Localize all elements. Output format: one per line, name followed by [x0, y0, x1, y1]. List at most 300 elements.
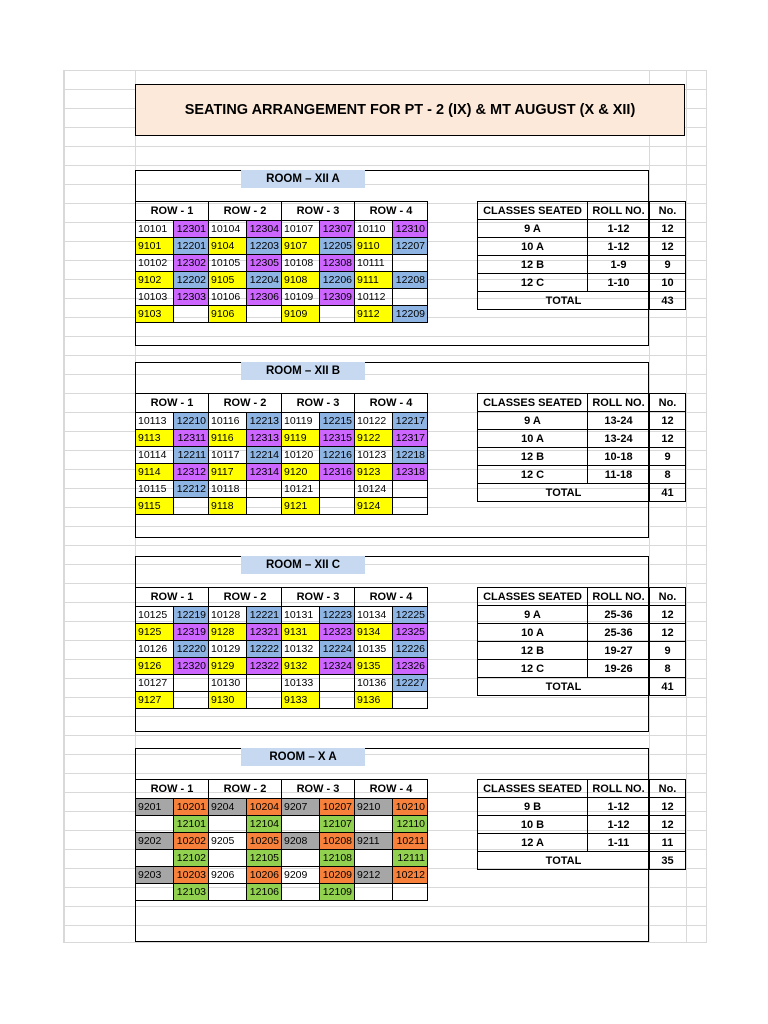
classes-header: No. — [650, 202, 686, 220]
class-cell[interactable]: 10 A — [478, 430, 588, 448]
seat-cell[interactable]: 10209 — [320, 867, 355, 884]
seat-cell[interactable] — [320, 481, 355, 498]
seat-cell[interactable]: 10122 — [355, 413, 393, 430]
seat-cell[interactable] — [393, 498, 428, 515]
seat-cell[interactable]: 12315 — [320, 430, 355, 447]
seat-cell[interactable]: 10131 — [282, 607, 320, 624]
seat-cell[interactable]: 12225 — [393, 607, 428, 624]
seat-cell[interactable] — [393, 255, 428, 272]
class-cell[interactable]: 12 — [650, 816, 686, 834]
seat-cell[interactable]: 12102 — [174, 850, 209, 867]
seat-cell[interactable]: 9120 — [282, 464, 320, 481]
class-cell[interactable]: 1-9 — [588, 256, 650, 274]
class-cell[interactable]: 12 — [650, 798, 686, 816]
class-cell[interactable]: 10 — [650, 274, 686, 292]
seat-cell[interactable] — [174, 675, 209, 692]
seat-cell[interactable] — [282, 884, 320, 901]
seat-cell[interactable]: 9205 — [209, 833, 247, 850]
seat-cell[interactable]: 12213 — [247, 413, 282, 430]
total-value[interactable]: 43 — [650, 292, 686, 310]
seat-cell[interactable]: 9203 — [136, 867, 174, 884]
class-cell[interactable]: 12 A — [478, 834, 588, 852]
seat-cell[interactable]: 12316 — [320, 464, 355, 481]
seat-row — [136, 221, 428, 238]
seat-cell[interactable]: 12207 — [393, 238, 428, 255]
seat-cell[interactable]: 12220 — [174, 641, 209, 658]
room-label: ROOM – XII C — [241, 556, 365, 574]
seat-cell[interactable]: 12321 — [247, 624, 282, 641]
row-header: ROW - 2 — [209, 394, 282, 413]
seat-cell[interactable]: 12303 — [174, 289, 209, 306]
class-cell[interactable]: 12 — [650, 220, 686, 238]
seat-cell[interactable]: 10135 — [355, 641, 393, 658]
seat-cell[interactable]: 9108 — [282, 272, 320, 289]
total-value[interactable]: 41 — [650, 484, 686, 502]
class-cell[interactable]: 9 A — [478, 606, 588, 624]
seat-cell[interactable]: 9105 — [209, 272, 247, 289]
class-cell[interactable]: 12 C — [478, 466, 588, 484]
seat-row — [136, 833, 428, 850]
seat-cell[interactable] — [247, 481, 282, 498]
seat-cell[interactable] — [247, 692, 282, 709]
seat-cell[interactable]: 9111 — [355, 272, 393, 289]
seat-cell[interactable]: 10202 — [174, 833, 209, 850]
seat-cell[interactable]: 10133 — [282, 675, 320, 692]
seat-cell[interactable]: 9107 — [282, 238, 320, 255]
seat-cell[interactable]: 10118 — [209, 481, 247, 498]
class-row — [478, 606, 686, 624]
total-row — [478, 484, 686, 502]
seat-cell[interactable]: 12307 — [320, 221, 355, 238]
seat-row — [136, 255, 428, 272]
class-cell[interactable]: 10 B — [478, 816, 588, 834]
seat-row — [136, 289, 428, 306]
seat-cell[interactable]: 10113 — [136, 413, 174, 430]
class-cell[interactable]: 12 C — [478, 660, 588, 678]
seat-cell[interactable]: 12301 — [174, 221, 209, 238]
class-cell[interactable]: 1-12 — [588, 816, 650, 834]
seat-cell[interactable]: 12312 — [174, 464, 209, 481]
class-cell[interactable]: 9 B — [478, 798, 588, 816]
seat-cell[interactable] — [247, 675, 282, 692]
seat-cell[interactable]: 10211 — [393, 833, 428, 850]
seat-cell[interactable]: 12305 — [247, 255, 282, 272]
seat-cell[interactable]: 12209 — [393, 306, 428, 323]
seat-cell[interactable]: 12224 — [320, 641, 355, 658]
seat-cell[interactable]: 9118 — [209, 498, 247, 515]
seat-cell[interactable]: 10132 — [282, 641, 320, 658]
classes-header: No. — [650, 780, 686, 798]
seat-cell[interactable]: 10117 — [209, 447, 247, 464]
seat-cell[interactable]: 9209 — [282, 867, 320, 884]
seat-cell[interactable]: 12214 — [247, 447, 282, 464]
seat-cell[interactable]: 9127 — [136, 692, 174, 709]
seat-row — [136, 607, 428, 624]
seat-cell[interactable]: 12210 — [174, 413, 209, 430]
seat-cell[interactable]: 9132 — [282, 658, 320, 675]
seat-cell[interactable]: 9101 — [136, 238, 174, 255]
class-cell[interactable]: 1-10 — [588, 274, 650, 292]
classes-header: ROLL NO. — [588, 588, 650, 606]
seat-cell[interactable]: 9115 — [136, 498, 174, 515]
seat-cell[interactable]: 10128 — [209, 607, 247, 624]
seat-cell[interactable]: 10204 — [247, 799, 282, 816]
class-cell[interactable]: 9 — [650, 448, 686, 466]
seat-cell[interactable]: 12319 — [174, 624, 209, 641]
seat-cell[interactable]: 12107 — [320, 816, 355, 833]
seat-cell[interactable]: 10130 — [209, 675, 247, 692]
seat-cell[interactable]: 12211 — [174, 447, 209, 464]
total-value[interactable]: 35 — [650, 852, 686, 870]
seat-cell[interactable]: 12204 — [247, 272, 282, 289]
seat-row — [136, 238, 428, 255]
seat-cell[interactable]: 9208 — [282, 833, 320, 850]
seat-cell[interactable] — [393, 481, 428, 498]
seat-cell[interactable]: 9124 — [355, 498, 393, 515]
seat-cell[interactable]: 9103 — [136, 306, 174, 323]
classes-header: CLASSES SEATED — [478, 394, 588, 412]
class-cell[interactable]: 8 — [650, 466, 686, 484]
row-header: ROW - 1 — [136, 588, 209, 607]
seat-cell[interactable]: 9123 — [355, 464, 393, 481]
seat-cell[interactable]: 10123 — [355, 447, 393, 464]
seat-cell[interactable]: 10107 — [282, 221, 320, 238]
class-cell[interactable]: 12 C — [478, 274, 588, 292]
seat-cell[interactable]: 12302 — [174, 255, 209, 272]
seat-row — [136, 867, 428, 884]
class-cell[interactable]: 10 A — [478, 238, 588, 256]
seat-cell[interactable]: 10201 — [174, 799, 209, 816]
seat-cell[interactable]: 12104 — [247, 816, 282, 833]
seat-cell[interactable]: 12101 — [174, 816, 209, 833]
seat-cell[interactable]: 9129 — [209, 658, 247, 675]
seat-cell[interactable]: 12304 — [247, 221, 282, 238]
seat-cell[interactable]: 10205 — [247, 833, 282, 850]
seat-cell[interactable]: 10104 — [209, 221, 247, 238]
row-header: ROW - 2 — [209, 202, 282, 221]
seat-cell[interactable]: 12212 — [174, 481, 209, 498]
seat-cell[interactable]: 9122 — [355, 430, 393, 447]
seat-cell[interactable]: 9201 — [136, 799, 174, 816]
seat-cell[interactable]: 9121 — [282, 498, 320, 515]
seat-cell[interactable]: 9128 — [209, 624, 247, 641]
seat-cell[interactable]: 9117 — [209, 464, 247, 481]
seat-cell[interactable]: 9113 — [136, 430, 174, 447]
seat-cell[interactable]: 12205 — [320, 238, 355, 255]
seat-cell[interactable]: 12103 — [174, 884, 209, 901]
seat-cell[interactable]: 12201 — [174, 238, 209, 255]
seat-cell[interactable]: 12310 — [393, 221, 428, 238]
class-cell[interactable]: 25-36 — [588, 606, 650, 624]
seat-cell[interactable]: 12221 — [247, 607, 282, 624]
seat-cell[interactable]: 10126 — [136, 641, 174, 658]
seat-cell[interactable]: 12324 — [320, 658, 355, 675]
total-row — [478, 852, 686, 870]
class-cell[interactable]: 11-18 — [588, 466, 650, 484]
class-cell[interactable]: 12 — [650, 606, 686, 624]
seat-cell[interactable]: 9126 — [136, 658, 174, 675]
seat-cell[interactable]: 12108 — [320, 850, 355, 867]
room-label: ROOM – XII B — [241, 362, 365, 380]
seat-cell[interactable] — [136, 816, 174, 833]
class-cell[interactable]: 12 B — [478, 448, 588, 466]
seat-cell[interactable]: 10103 — [136, 289, 174, 306]
seat-cell[interactable]: 12202 — [174, 272, 209, 289]
seat-cell[interactable]: 12218 — [393, 447, 428, 464]
seat-cell[interactable]: 10106 — [209, 289, 247, 306]
seat-cell[interactable]: 12105 — [247, 850, 282, 867]
seat-cell[interactable]: 12317 — [393, 430, 428, 447]
seat-cell[interactable]: 10127 — [136, 675, 174, 692]
class-cell[interactable]: 8 — [650, 660, 686, 678]
classes-table — [477, 201, 686, 310]
seat-cell[interactable]: 9110 — [355, 238, 393, 255]
seat-cell[interactable]: 12326 — [393, 658, 428, 675]
seat-cell[interactable]: 12219 — [174, 607, 209, 624]
seat-cell[interactable]: 12320 — [174, 658, 209, 675]
classes-header: ROLL NO. — [588, 394, 650, 412]
seat-cell[interactable]: 12111 — [393, 850, 428, 867]
seat-cell[interactable]: 10105 — [209, 255, 247, 272]
seat-row — [136, 675, 428, 692]
seat-cell[interactable]: 10102 — [136, 255, 174, 272]
class-cell[interactable]: 12 B — [478, 256, 588, 274]
seat-cell[interactable]: 10203 — [174, 867, 209, 884]
seat-cell[interactable] — [320, 306, 355, 323]
class-cell[interactable]: 1-12 — [588, 238, 650, 256]
class-cell[interactable]: 9 A — [478, 412, 588, 430]
seat-cell[interactable]: 10121 — [282, 481, 320, 498]
class-cell[interactable]: 10 A — [478, 624, 588, 642]
row-header: ROW - 4 — [355, 202, 428, 221]
seat-row — [136, 658, 428, 675]
seat-row — [136, 464, 428, 481]
seat-cell[interactable]: 9114 — [136, 464, 174, 481]
seat-cell[interactable]: 12206 — [320, 272, 355, 289]
seat-cell[interactable]: 10112 — [355, 289, 393, 306]
seat-cell[interactable] — [320, 498, 355, 515]
seat-cell[interactable] — [393, 289, 428, 306]
seat-cell[interactable]: 9125 — [136, 624, 174, 641]
class-cell[interactable]: 1-12 — [588, 798, 650, 816]
row-header: ROW - 4 — [355, 588, 428, 607]
seat-cell[interactable] — [209, 884, 247, 901]
seat-row — [136, 692, 428, 709]
class-cell[interactable]: 13-24 — [588, 430, 650, 448]
seat-cell[interactable]: 12325 — [393, 624, 428, 641]
seat-cell[interactable]: 12322 — [247, 658, 282, 675]
class-cell[interactable]: 19-27 — [588, 642, 650, 660]
class-cell[interactable]: 12 — [650, 624, 686, 642]
class-row — [478, 274, 686, 292]
total-row — [478, 292, 686, 310]
seat-cell[interactable]: 12227 — [393, 675, 428, 692]
seat-cell[interactable]: 10129 — [209, 641, 247, 658]
seat-cell[interactable]: 12313 — [247, 430, 282, 447]
seat-cell[interactable]: 12323 — [320, 624, 355, 641]
class-cell[interactable]: 25-36 — [588, 624, 650, 642]
seat-cell[interactable]: 10207 — [320, 799, 355, 816]
seat-cell[interactable]: 9116 — [209, 430, 247, 447]
total-value[interactable]: 41 — [650, 678, 686, 696]
seat-cell[interactable]: 10116 — [209, 413, 247, 430]
seat-row — [136, 413, 428, 430]
seat-cell[interactable]: 12223 — [320, 607, 355, 624]
seat-cell[interactable]: 12217 — [393, 413, 428, 430]
seat-cell[interactable]: 10101 — [136, 221, 174, 238]
class-cell[interactable]: 12 — [650, 412, 686, 430]
seat-cell[interactable] — [136, 850, 174, 867]
seat-cell[interactable]: 10115 — [136, 481, 174, 498]
seat-cell[interactable]: 10125 — [136, 607, 174, 624]
seat-cell[interactable] — [355, 816, 393, 833]
row-header: ROW - 2 — [209, 588, 282, 607]
total-label: TOTAL — [478, 484, 650, 502]
page-title: SEATING ARRANGEMENT FOR PT - 2 (IX) & MT AUGUST (X & XII) — [135, 84, 685, 136]
seat-row — [136, 481, 428, 498]
seat-cell[interactable]: 9212 — [355, 867, 393, 884]
seat-cell[interactable]: 10110 — [355, 221, 393, 238]
seat-cell[interactable]: 9106 — [209, 306, 247, 323]
class-cell[interactable]: 12 B — [478, 642, 588, 660]
row-header: ROW - 3 — [282, 202, 355, 221]
seat-cell[interactable] — [247, 498, 282, 515]
room-label: ROOM – XII A — [241, 170, 365, 188]
seat-row — [136, 624, 428, 641]
seat-cell[interactable]: 12314 — [247, 464, 282, 481]
seat-row — [136, 447, 428, 464]
seat-cell[interactable]: 12203 — [247, 238, 282, 255]
seat-cell[interactable]: 12109 — [320, 884, 355, 901]
row-header: ROW - 4 — [355, 780, 428, 799]
seat-cell[interactable]: 12110 — [393, 816, 428, 833]
class-row — [478, 624, 686, 642]
seat-cell[interactable]: 10210 — [393, 799, 428, 816]
class-cell[interactable]: 1-12 — [588, 220, 650, 238]
seat-cell[interactable]: 9206 — [209, 867, 247, 884]
seat-cell[interactable]: 9130 — [209, 692, 247, 709]
class-cell[interactable]: 9 — [650, 642, 686, 660]
seat-cell[interactable] — [355, 850, 393, 867]
seat-cell[interactable] — [355, 884, 393, 901]
seat-cell[interactable] — [320, 675, 355, 692]
row-header: ROW - 3 — [282, 394, 355, 413]
class-cell[interactable]: 11 — [650, 834, 686, 852]
seat-row — [136, 799, 428, 816]
seat-cell[interactable]: 9210 — [355, 799, 393, 816]
seat-cell[interactable]: 12318 — [393, 464, 428, 481]
seat-cell[interactable]: 10124 — [355, 481, 393, 498]
seat-cell[interactable]: 9211 — [355, 833, 393, 850]
seat-cell[interactable]: 12215 — [320, 413, 355, 430]
grid-line — [686, 70, 687, 942]
classes-header: CLASSES SEATED — [478, 780, 588, 798]
seat-cell[interactable]: 12308 — [320, 255, 355, 272]
seat-cell[interactable]: 10208 — [320, 833, 355, 850]
seat-cell[interactable] — [209, 850, 247, 867]
seat-cell[interactable]: 10134 — [355, 607, 393, 624]
seat-cell[interactable]: 10114 — [136, 447, 174, 464]
seat-cell[interactable]: 12222 — [247, 641, 282, 658]
seat-cell[interactable]: 9134 — [355, 624, 393, 641]
seat-cell[interactable]: 9102 — [136, 272, 174, 289]
seat-cell[interactable]: 10120 — [282, 447, 320, 464]
row-header: ROW - 1 — [136, 202, 209, 221]
row-header: ROW - 3 — [282, 588, 355, 607]
seat-cell[interactable]: 9135 — [355, 658, 393, 675]
class-row — [478, 238, 686, 256]
seat-cell[interactable]: 10206 — [247, 867, 282, 884]
seat-cell[interactable]: 12306 — [247, 289, 282, 306]
seat-cell[interactable]: 10119 — [282, 413, 320, 430]
seat-cell[interactable] — [174, 306, 209, 323]
class-cell[interactable]: 12 — [650, 238, 686, 256]
seat-cell[interactable]: 9131 — [282, 624, 320, 641]
row-header: ROW - 3 — [282, 780, 355, 799]
seat-cell[interactable] — [282, 816, 320, 833]
seat-cell[interactable] — [174, 692, 209, 709]
seat-cell[interactable]: 10108 — [282, 255, 320, 272]
seat-cell[interactable]: 9207 — [282, 799, 320, 816]
seat-cell[interactable] — [136, 884, 174, 901]
seat-cell[interactable]: 10136 — [355, 675, 393, 692]
seat-cell[interactable]: 12216 — [320, 447, 355, 464]
seat-cell[interactable]: 12311 — [174, 430, 209, 447]
seat-cell[interactable] — [320, 692, 355, 709]
seat-cell[interactable]: 9136 — [355, 692, 393, 709]
class-cell[interactable]: 9 A — [478, 220, 588, 238]
class-row — [478, 816, 686, 834]
seat-cell[interactable]: 12208 — [393, 272, 428, 289]
seat-cell[interactable] — [393, 884, 428, 901]
total-label: TOTAL — [478, 292, 650, 310]
seat-row — [136, 498, 428, 515]
seat-cell[interactable] — [174, 498, 209, 515]
class-row — [478, 448, 686, 466]
seat-cell[interactable] — [393, 692, 428, 709]
total-label: TOTAL — [478, 852, 650, 870]
seat-cell[interactable]: 9202 — [136, 833, 174, 850]
seat-cell[interactable]: 9204 — [209, 799, 247, 816]
seat-cell[interactable] — [209, 816, 247, 833]
seat-cell[interactable]: 10111 — [355, 255, 393, 272]
class-cell[interactable]: 10-18 — [588, 448, 650, 466]
seat-row — [136, 884, 428, 901]
seat-cell[interactable]: 12226 — [393, 641, 428, 658]
seat-cell[interactable]: 9133 — [282, 692, 320, 709]
seat-cell[interactable]: 9119 — [282, 430, 320, 447]
class-cell[interactable]: 19-26 — [588, 660, 650, 678]
seat-cell[interactable]: 10109 — [282, 289, 320, 306]
seat-row — [136, 641, 428, 658]
seat-cell[interactable] — [282, 850, 320, 867]
seat-cell[interactable]: 9104 — [209, 238, 247, 255]
class-cell[interactable]: 9 — [650, 256, 686, 274]
seat-cell[interactable]: 12106 — [247, 884, 282, 901]
class-cell[interactable]: 13-24 — [588, 412, 650, 430]
seat-cell[interactable]: 10212 — [393, 867, 428, 884]
classes-table — [477, 779, 686, 870]
seat-cell[interactable]: 12309 — [320, 289, 355, 306]
classes-header: No. — [650, 394, 686, 412]
seat-cell[interactable]: 9109 — [282, 306, 320, 323]
class-cell[interactable]: 1-11 — [588, 834, 650, 852]
seat-cell[interactable] — [247, 306, 282, 323]
seat-row — [136, 430, 428, 447]
classes-header: No. — [650, 588, 686, 606]
seat-cell[interactable]: 9112 — [355, 306, 393, 323]
class-cell[interactable]: 12 — [650, 430, 686, 448]
